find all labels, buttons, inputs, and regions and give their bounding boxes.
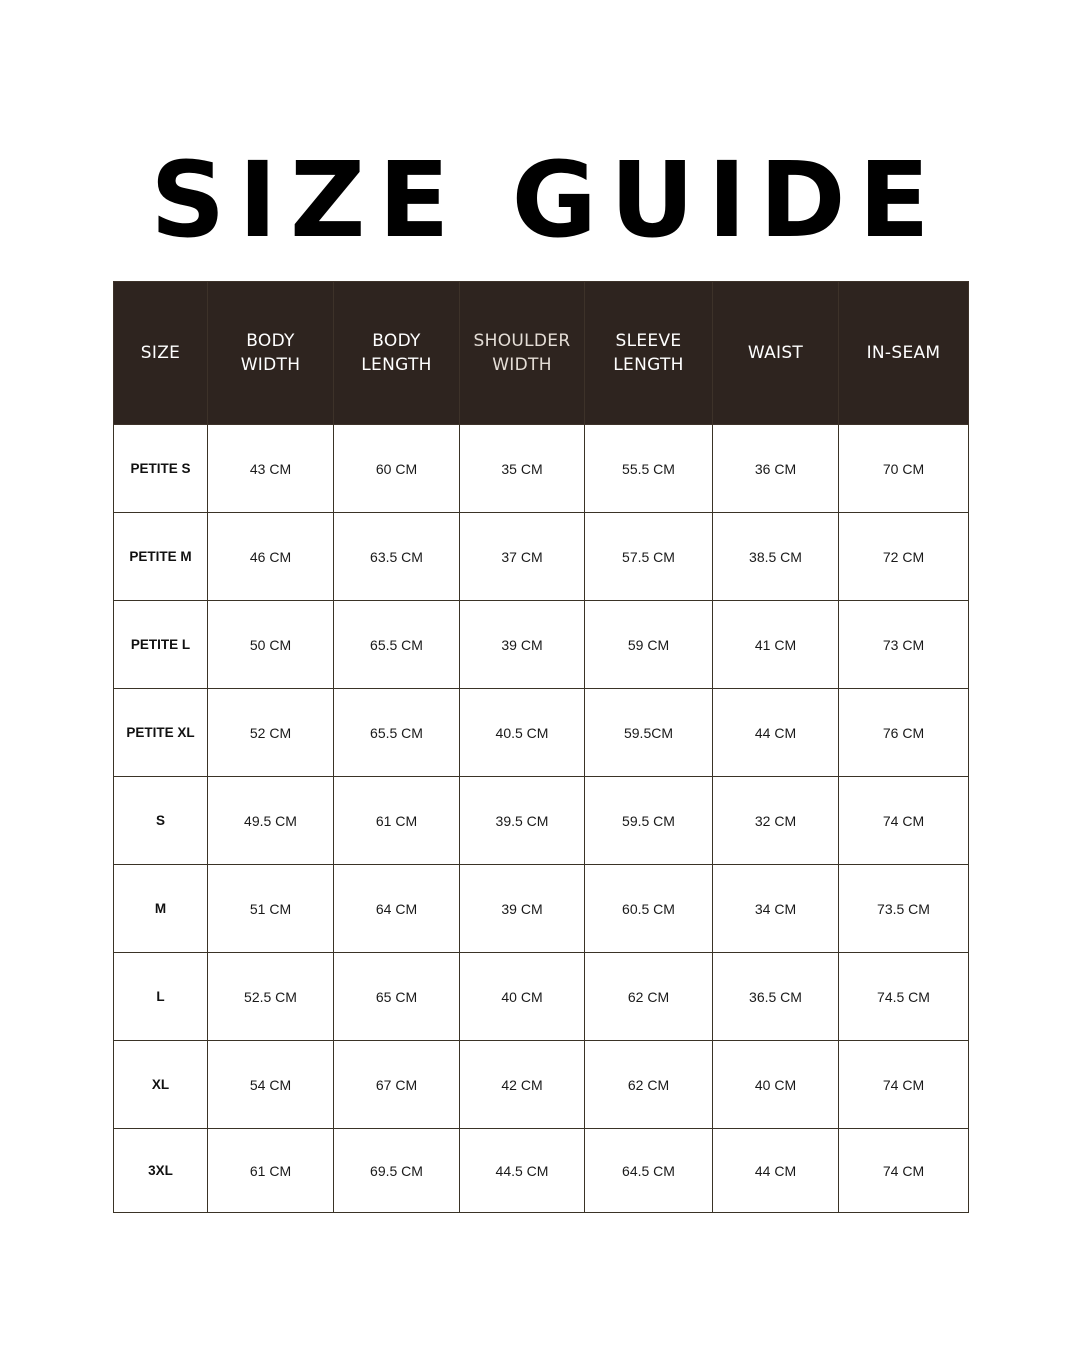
header-body-width: BODY WIDTH: [208, 282, 334, 425]
shoulder-width-cell: 40 CM: [460, 953, 585, 1041]
body-width-cell: 51 CM: [208, 865, 334, 953]
size-label-cell: PETITE L: [114, 601, 208, 689]
sleeve-length-cell: 59.5 CM: [585, 777, 713, 865]
table-row: [114, 865, 969, 953]
table-row: [114, 425, 969, 513]
sleeve-length-cell: 60.5 CM: [585, 865, 713, 953]
body-length-cell: 69.5 CM: [334, 1129, 460, 1213]
body-length-cell: 64 CM: [334, 865, 460, 953]
shoulder-width-cell: 39 CM: [460, 601, 585, 689]
shoulder-width-cell: 35 CM: [460, 425, 585, 513]
table-header: [114, 282, 969, 425]
body-width-cell: 49.5 CM: [208, 777, 334, 865]
sleeve-length-cell: 59 CM: [585, 601, 713, 689]
waist-cell: 44 CM: [713, 689, 839, 777]
sleeve-length-cell: 57.5 CM: [585, 513, 713, 601]
in-seam-cell: 74 CM: [839, 1129, 969, 1213]
size-label-cell: M: [114, 865, 208, 953]
header-sleeve-length: SLEEVE LENGTH: [585, 282, 713, 425]
body-length-cell: 60 CM: [334, 425, 460, 513]
size-label-cell: 3XL: [114, 1129, 208, 1213]
size-label-cell: PETITE S: [114, 425, 208, 513]
header-body-length: BODY LENGTH: [334, 282, 460, 425]
sleeve-length-cell: 59.5CM: [585, 689, 713, 777]
shoulder-width-cell: 37 CM: [460, 513, 585, 601]
size-guide-table: [113, 281, 969, 1213]
body-length-cell: 65 CM: [334, 953, 460, 1041]
body-width-cell: 46 CM: [208, 513, 334, 601]
waist-cell: 44 CM: [713, 1129, 839, 1213]
waist-cell: 32 CM: [713, 777, 839, 865]
waist-cell: 36 CM: [713, 425, 839, 513]
table-row: [114, 1041, 969, 1129]
waist-cell: 36.5 CM: [713, 953, 839, 1041]
sleeve-length-cell: 62 CM: [585, 1041, 713, 1129]
in-seam-cell: 70 CM: [839, 425, 969, 513]
body-length-cell: 61 CM: [334, 777, 460, 865]
header-row: [114, 282, 969, 425]
body-width-cell: 50 CM: [208, 601, 334, 689]
page-title: SIZE GUIDE: [150, 139, 943, 261]
body-width-cell: 61 CM: [208, 1129, 334, 1213]
header-in-seam: IN-SEAM: [839, 282, 969, 425]
waist-cell: 40 CM: [713, 1041, 839, 1129]
body-width-cell: 52 CM: [208, 689, 334, 777]
shoulder-width-cell: 40.5 CM: [460, 689, 585, 777]
table-row: [114, 513, 969, 601]
in-seam-cell: 74 CM: [839, 1041, 969, 1129]
in-seam-cell: 74 CM: [839, 777, 969, 865]
size-label-cell: L: [114, 953, 208, 1041]
body-width-cell: 54 CM: [208, 1041, 334, 1129]
size-label-cell: PETITE XL: [114, 689, 208, 777]
in-seam-cell: 73.5 CM: [839, 865, 969, 953]
table-row: [114, 777, 969, 865]
size-label-cell: PETITE M: [114, 513, 208, 601]
in-seam-cell: 76 CM: [839, 689, 969, 777]
shoulder-width-cell: 42 CM: [460, 1041, 585, 1129]
header-size: SIZE: [114, 282, 208, 425]
in-seam-cell: 73 CM: [839, 601, 969, 689]
table-row: [114, 953, 969, 1041]
header-waist: WAIST: [713, 282, 839, 425]
shoulder-width-cell: 39.5 CM: [460, 777, 585, 865]
sleeve-length-cell: 64.5 CM: [585, 1129, 713, 1213]
body-width-cell: 43 CM: [208, 425, 334, 513]
shoulder-width-cell: 39 CM: [460, 865, 585, 953]
body-length-cell: 63.5 CM: [334, 513, 460, 601]
sleeve-length-cell: 55.5 CM: [585, 425, 713, 513]
table-row: [114, 689, 969, 777]
header-shoulder-width: SHOULDER WIDTH: [460, 282, 585, 425]
body-length-cell: 67 CM: [334, 1041, 460, 1129]
body-length-cell: 65.5 CM: [334, 689, 460, 777]
in-seam-cell: 74.5 CM: [839, 953, 969, 1041]
shoulder-width-cell: 44.5 CM: [460, 1129, 585, 1213]
body-length-cell: 65.5 CM: [334, 601, 460, 689]
sleeve-length-cell: 62 CM: [585, 953, 713, 1041]
in-seam-cell: 72 CM: [839, 513, 969, 601]
waist-cell: 41 CM: [713, 601, 839, 689]
table-body: [114, 425, 969, 1213]
table-row: [114, 601, 969, 689]
waist-cell: 38.5 CM: [713, 513, 839, 601]
waist-cell: 34 CM: [713, 865, 839, 953]
table-row: [114, 1129, 969, 1213]
body-width-cell: 52.5 CM: [208, 953, 334, 1041]
size-label-cell: S: [114, 777, 208, 865]
size-label-cell: XL: [114, 1041, 208, 1129]
